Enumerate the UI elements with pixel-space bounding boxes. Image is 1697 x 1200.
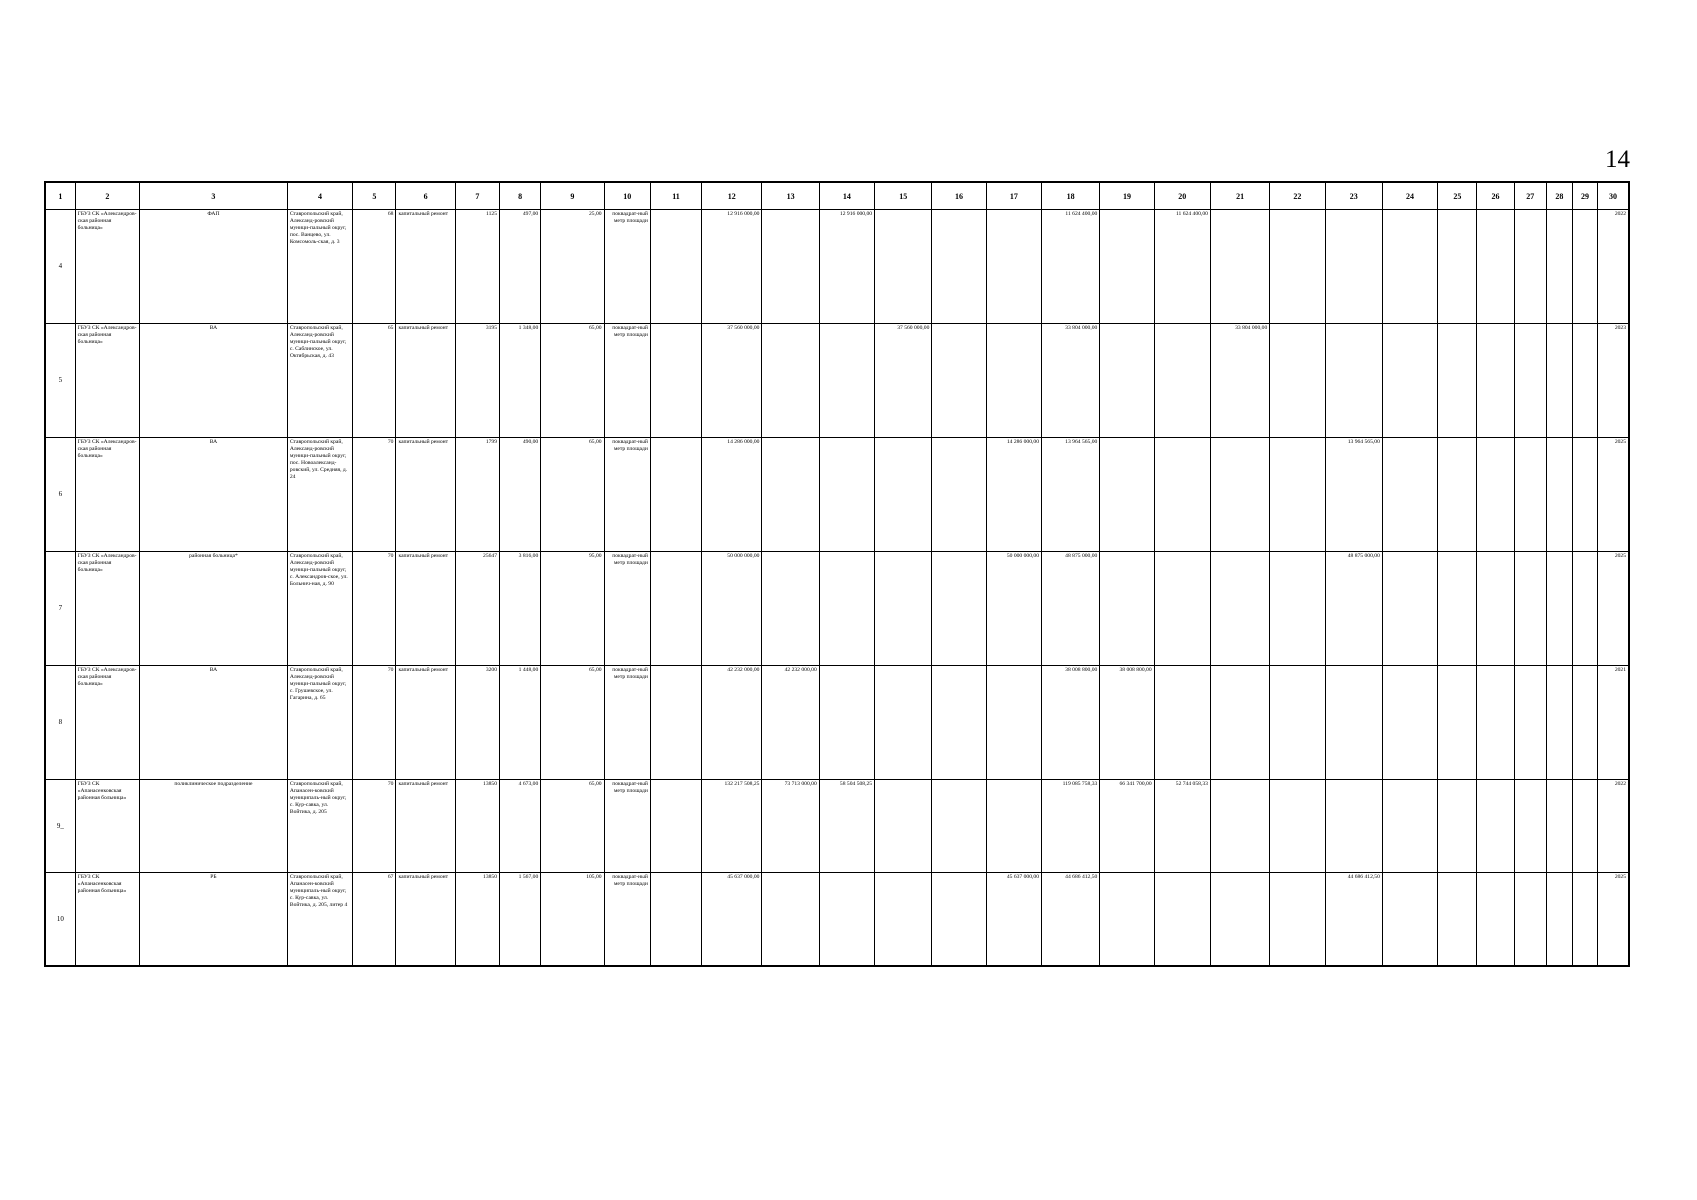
- table-cell-col-10: поквадрат-ный метр площади: [604, 552, 650, 666]
- column-number-29: 29: [1572, 182, 1597, 210]
- table-cell-col-29: [1572, 666, 1597, 780]
- table-cell-col-2: ГБУЗ СК «Александров-ская районная больница»: [75, 324, 139, 438]
- table-cell-col-26: [1477, 873, 1514, 967]
- table-cell-col-11: [650, 873, 701, 967]
- table-cell-col-9: 65,00: [541, 666, 604, 780]
- table-cell-col-8: 3 816,00: [500, 552, 541, 666]
- table-cell-col-22: [1270, 666, 1325, 780]
- table-cell-col-28: [1546, 324, 1572, 438]
- table-cell-col-27: [1514, 552, 1546, 666]
- table-cell-col-8: 1 567,00: [500, 873, 541, 967]
- table-row: [45, 210, 1629, 324]
- table-cell-col-26: [1477, 210, 1514, 324]
- table-cell-col-14: 58 504 508,25: [819, 780, 874, 873]
- table-cell-col-15: [875, 873, 932, 967]
- table-cell-col-2: ГБУЗ СК «Александров-ская районная больница»: [75, 438, 139, 552]
- table-cell-col-15: 37 560 000,00: [875, 324, 932, 438]
- column-number-21: 21: [1210, 182, 1269, 210]
- table-cell-col-19: [1100, 438, 1154, 552]
- table-cell-col-27: [1514, 666, 1546, 780]
- table-cell-col-24: [1382, 552, 1437, 666]
- table-cell-col-20: [1154, 552, 1210, 666]
- table-cell-col-16: [932, 552, 986, 666]
- table-cell-col-17: [986, 324, 1041, 438]
- table-cell-col-21: [1210, 666, 1269, 780]
- table-cell-col-25: [1438, 666, 1477, 780]
- table-cell-col-11: [650, 666, 701, 780]
- table-cell-col-25: [1438, 210, 1477, 324]
- column-number-25: 25: [1438, 182, 1477, 210]
- row-number-cell: 9_: [45, 780, 75, 873]
- table-cell-col-18: 48 875 000,00: [1042, 552, 1100, 666]
- table-cell-col-4: Ставропольский край, Александ-ровский муници-пальный округ, пос. Новоалександ-ровский, ул. Средняя, д. 24: [287, 438, 352, 552]
- table-cell-col-6: капитальный ремонт: [396, 438, 455, 552]
- table-cell-col-22: [1270, 210, 1325, 324]
- table-cell-col-13: 73 713 000,00: [762, 780, 819, 873]
- table-cell-col-16: [932, 438, 986, 552]
- table-cell-col-16: [932, 666, 986, 780]
- column-number-9: 9: [541, 182, 604, 210]
- table-cell-col-16: [932, 780, 986, 873]
- table-cell-col-12: 50 000 000,00: [702, 552, 762, 666]
- table-cell-col-22: [1270, 873, 1325, 967]
- table-cell-col-28: [1546, 552, 1572, 666]
- table-cell-col-26: [1477, 780, 1514, 873]
- table-cell-col-24: [1382, 780, 1437, 873]
- table-cell-col-22: [1270, 552, 1325, 666]
- table-cell-col-28: [1546, 873, 1572, 967]
- table-cell-col-30: 2025: [1598, 873, 1629, 967]
- table-cell-col-18: 33 804 000,00: [1042, 324, 1100, 438]
- column-number-18: 18: [1042, 182, 1100, 210]
- table-cell-col-9: 65,00: [541, 438, 604, 552]
- table-cell-col-30: 2022: [1598, 780, 1629, 873]
- column-number-30: 30: [1598, 182, 1629, 210]
- column-number-24: 24: [1382, 182, 1437, 210]
- table-cell-col-28: [1546, 438, 1572, 552]
- table-cell-col-6: капитальный ремонт: [396, 780, 455, 873]
- table-cell-col-30: 2021: [1598, 666, 1629, 780]
- table-cell-col-24: [1382, 666, 1437, 780]
- table-cell-col-12: 14 286 000,00: [702, 438, 762, 552]
- table-cell-col-20: [1154, 666, 1210, 780]
- table-cell-col-27: [1514, 438, 1546, 552]
- table-cell-col-12: 45 637 000,00: [702, 873, 762, 967]
- table-cell-col-18: 38 008 800,00: [1042, 666, 1100, 780]
- table-cell-col-30: 2022: [1598, 210, 1629, 324]
- table-cell-col-20: 11 624 400,00: [1154, 210, 1210, 324]
- table-cell-col-29: [1572, 780, 1597, 873]
- table-cell-col-30: 2025: [1598, 438, 1629, 552]
- table-cell-col-12: 12 916 000,00: [702, 210, 762, 324]
- column-number-row: [45, 182, 1629, 210]
- table-cell-col-14: [819, 873, 874, 967]
- table-cell-col-25: [1438, 873, 1477, 967]
- table-cell-col-15: [875, 552, 932, 666]
- column-number-28: 28: [1546, 182, 1572, 210]
- table-cell-col-10: поквадрат-ный метр площади: [604, 438, 650, 552]
- row-number-cell: 8: [45, 666, 75, 780]
- page-number: 14: [1605, 146, 1630, 173]
- column-number-20: 20: [1154, 182, 1210, 210]
- table-cell-col-21: [1210, 873, 1269, 967]
- table-cell-col-9: 65,00: [541, 780, 604, 873]
- table-cell-col-15: [875, 210, 932, 324]
- table-cell-col-11: [650, 438, 701, 552]
- table-cell-col-20: 52 744 058,33: [1154, 780, 1210, 873]
- table-cell-col-10: поквадрат-ный метр площади: [604, 780, 650, 873]
- table-cell-col-26: [1477, 666, 1514, 780]
- table-cell-col-14: [819, 438, 874, 552]
- table-cell-col-9: 95,00: [541, 552, 604, 666]
- table-cell-col-8: 1 448,00: [500, 666, 541, 780]
- table-cell-col-26: [1477, 324, 1514, 438]
- table-cell-col-17: [986, 210, 1041, 324]
- table-cell-col-11: [650, 210, 701, 324]
- table-cell-col-22: [1270, 438, 1325, 552]
- table-cell-col-4: Ставропольский край, Апанасен-ковский муниципаль-ный округ, с. Кур-савка, ул. Войтика, д. 205, литер 4: [287, 873, 352, 967]
- table-cell-col-24: [1382, 873, 1437, 967]
- table-cell-col-12: 42 232 000,00: [702, 666, 762, 780]
- table-cell-col-30: 2023: [1598, 324, 1629, 438]
- table-cell-col-21: [1210, 780, 1269, 873]
- column-number-16: 16: [932, 182, 986, 210]
- table-cell-col-5: 70: [353, 552, 396, 666]
- column-number-26: 26: [1477, 182, 1514, 210]
- column-number-8: 8: [500, 182, 541, 210]
- table-cell-col-17: 50 000 000,00: [986, 552, 1041, 666]
- column-number-27: 27: [1514, 182, 1546, 210]
- table-cell-col-21: [1210, 552, 1269, 666]
- table-cell-col-22: [1270, 780, 1325, 873]
- table-cell-col-30: 2025: [1598, 552, 1629, 666]
- column-number-23: 23: [1325, 182, 1382, 210]
- table-cell-col-3: ВА: [140, 438, 288, 552]
- table-cell-col-8: 1 348,00: [500, 324, 541, 438]
- table-cell-col-20: [1154, 873, 1210, 967]
- table-cell-col-19: [1100, 873, 1154, 967]
- table-cell-col-23: 44 686 412,50: [1325, 873, 1382, 967]
- column-number-14: 14: [819, 182, 874, 210]
- table-cell-col-25: [1438, 552, 1477, 666]
- table-cell-col-11: [650, 552, 701, 666]
- table-cell-col-15: [875, 438, 932, 552]
- table-cell-col-17: 45 637 000,00: [986, 873, 1041, 967]
- table-cell-col-6: капитальный ремонт: [396, 210, 455, 324]
- table-cell-col-2: ГБУЗ СК «Александров-ская районная больница»: [75, 210, 139, 324]
- table-cell-col-6: капитальный ремонт: [396, 324, 455, 438]
- table-cell-col-2: ГБУЗ СК «Апанасенковская районная больница»: [75, 873, 139, 967]
- data-table: [44, 181, 1630, 967]
- table-cell-col-23: 48 875 000,00: [1325, 552, 1382, 666]
- table-cell-col-29: [1572, 438, 1597, 552]
- table-cell-col-4: Ставропольский край, Александ-ровский муници-пальный округ, с. Грушевское, ул. Гагарина, д. 65: [287, 666, 352, 780]
- table-cell-col-23: [1325, 210, 1382, 324]
- column-number-1: 1: [45, 182, 75, 210]
- column-number-11: 11: [650, 182, 701, 210]
- table-cell-col-5: 70: [353, 780, 396, 873]
- table-row: [45, 780, 1629, 873]
- table-cell-col-21: 33 804 000,00: [1210, 324, 1269, 438]
- table-cell-col-13: [762, 552, 819, 666]
- table-cell-col-29: [1572, 324, 1597, 438]
- table-cell-col-7: 3195: [455, 324, 499, 438]
- table-cell-col-19: [1100, 552, 1154, 666]
- column-number-12: 12: [702, 182, 762, 210]
- table-cell-col-12: 132 217 508,25: [702, 780, 762, 873]
- table-cell-col-5: 67: [353, 873, 396, 967]
- table-cell-col-8: 4 673,00: [500, 780, 541, 873]
- table-cell-col-16: [932, 873, 986, 967]
- table-cell-col-6: капитальный ремонт: [396, 552, 455, 666]
- table-cell-col-23: [1325, 780, 1382, 873]
- table-cell-col-9: 105,00: [541, 873, 604, 967]
- column-number-15: 15: [875, 182, 932, 210]
- column-number-3: 3: [140, 182, 288, 210]
- table-cell-col-3: поликлиническое подразделение: [140, 780, 288, 873]
- column-number-4: 4: [287, 182, 352, 210]
- table-cell-col-13: [762, 438, 819, 552]
- table-cell-col-18: 13 964 565,00: [1042, 438, 1100, 552]
- table-cell-col-2: ГБУЗ СК «Александров-ская районная больница»: [75, 666, 139, 780]
- row-number-cell: 4: [45, 210, 75, 324]
- table-cell-col-6: капитальный ремонт: [396, 873, 455, 967]
- table-cell-col-15: [875, 666, 932, 780]
- table-cell-col-17: [986, 780, 1041, 873]
- table-cell-col-13: [762, 324, 819, 438]
- table-cell-col-19: 38 008 800,00: [1100, 666, 1154, 780]
- table-cell-col-13: [762, 210, 819, 324]
- row-number-cell: 10: [45, 873, 75, 967]
- table-body: [45, 210, 1629, 967]
- table-cell-col-24: [1382, 438, 1437, 552]
- table-cell-col-7: 1125: [455, 210, 499, 324]
- table-cell-col-10: поквадрат-ный метр площади: [604, 873, 650, 967]
- table-cell-col-29: [1572, 552, 1597, 666]
- table-cell-col-4: Ставропольский край, Александ-ровский муници-пальный округ, с. Саблинское, ул. Октябрьская, д. 43: [287, 324, 352, 438]
- table-cell-col-20: [1154, 324, 1210, 438]
- table-row: [45, 873, 1629, 967]
- table-cell-col-21: [1210, 438, 1269, 552]
- row-number-cell: 5: [45, 324, 75, 438]
- column-number-2: 2: [75, 182, 139, 210]
- table-cell-col-4: Ставропольский край, Александ-ровский муници-пальный округ, с. Александров-ское, ул. Больнич-ная, д. 90: [287, 552, 352, 666]
- table-row: [45, 552, 1629, 666]
- table-cell-col-21: [1210, 210, 1269, 324]
- table-cell-col-18: 44 686 412,50: [1042, 873, 1100, 967]
- table-cell-col-26: [1477, 552, 1514, 666]
- table-cell-col-10: поквадрат-ный метр площади: [604, 324, 650, 438]
- table-cell-col-25: [1438, 438, 1477, 552]
- table-row: [45, 438, 1629, 552]
- row-number-cell: 7: [45, 552, 75, 666]
- table-cell-col-3: ВА: [140, 666, 288, 780]
- column-number-17: 17: [986, 182, 1041, 210]
- table-cell-col-3: районная больница*: [140, 552, 288, 666]
- table-cell-col-14: [819, 552, 874, 666]
- table-cell-col-24: [1382, 324, 1437, 438]
- table-cell-col-4: Ставропольский край, Апанасен-ковский муниципаль-ный округ, с. Кур-савка, ул. Войтика, д. 205: [287, 780, 352, 873]
- column-number-22: 22: [1270, 182, 1325, 210]
- table-cell-col-24: [1382, 210, 1437, 324]
- table-cell-col-29: [1572, 873, 1597, 967]
- table-cell-col-3: РБ: [140, 873, 288, 967]
- table-cell-col-2: ГБУЗ СК «Александров-ская районная больница»: [75, 552, 139, 666]
- table-cell-col-26: [1477, 438, 1514, 552]
- table-row: [45, 666, 1629, 780]
- table-row: [45, 324, 1629, 438]
- table-cell-col-9: 65,00: [541, 324, 604, 438]
- table-cell-col-23: [1325, 666, 1382, 780]
- table-cell-col-13: [762, 873, 819, 967]
- table-cell-col-11: [650, 324, 701, 438]
- table-cell-col-14: 12 916 000,00: [819, 210, 874, 324]
- table-cell-col-19: [1100, 210, 1154, 324]
- table-cell-col-25: [1438, 780, 1477, 873]
- column-number-13: 13: [762, 182, 819, 210]
- table-cell-col-27: [1514, 873, 1546, 967]
- table-cell-col-5: 68: [353, 210, 396, 324]
- table-cell-col-17: 14 286 000,00: [986, 438, 1041, 552]
- table-cell-col-14: [819, 666, 874, 780]
- table-cell-col-4: Ставропольский край, Александ-ровский муници-пальный округ, пос. Ванцево, ул. Комсомоль-ская, д. 3: [287, 210, 352, 324]
- table-cell-col-14: [819, 324, 874, 438]
- table-cell-col-5: 70: [353, 438, 396, 552]
- table-cell-col-6: капитальный ремонт: [396, 666, 455, 780]
- table-cell-col-16: [932, 210, 986, 324]
- table-cell-col-8: 497,00: [500, 210, 541, 324]
- table-cell-col-7: 13850: [455, 780, 499, 873]
- table-cell-col-10: поквадрат-ный метр площади: [604, 666, 650, 780]
- table-cell-col-18: 119 085 758,33: [1042, 780, 1100, 873]
- table-cell-col-16: [932, 324, 986, 438]
- table-cell-col-7: 13850: [455, 873, 499, 967]
- row-number-cell: 6: [45, 438, 75, 552]
- column-number-7: 7: [455, 182, 499, 210]
- table-cell-col-3: ВА: [140, 324, 288, 438]
- table-cell-col-28: [1546, 780, 1572, 873]
- table-cell-col-7: 3200: [455, 666, 499, 780]
- table-cell-col-5: 65: [353, 324, 396, 438]
- table-cell-col-7: 25647: [455, 552, 499, 666]
- table-cell-col-11: [650, 780, 701, 873]
- table-cell-col-18: 11 624 400,00: [1042, 210, 1100, 324]
- table-cell-col-28: [1546, 210, 1572, 324]
- table-cell-col-19: 66 341 700,00: [1100, 780, 1154, 873]
- table-cell-col-28: [1546, 666, 1572, 780]
- table-cell-col-23: 13 964 565,00: [1325, 438, 1382, 552]
- table-cell-col-23: [1325, 324, 1382, 438]
- table-cell-col-17: [986, 666, 1041, 780]
- table-cell-col-27: [1514, 780, 1546, 873]
- column-number-19: 19: [1100, 182, 1154, 210]
- table-cell-col-8: 490,00: [500, 438, 541, 552]
- table-cell-col-19: [1100, 324, 1154, 438]
- table-cell-col-25: [1438, 324, 1477, 438]
- table-cell-col-3: ФАП: [140, 210, 288, 324]
- table-cell-col-9: 25,00: [541, 210, 604, 324]
- table-cell-col-13: 42 232 000,00: [762, 666, 819, 780]
- column-number-10: 10: [604, 182, 650, 210]
- table-cell-col-15: [875, 780, 932, 873]
- table-cell-col-22: [1270, 324, 1325, 438]
- column-number-6: 6: [396, 182, 455, 210]
- table-cell-col-12: 37 560 000,00: [702, 324, 762, 438]
- table-cell-col-27: [1514, 324, 1546, 438]
- table-cell-col-29: [1572, 210, 1597, 324]
- table-cell-col-7: 1799: [455, 438, 499, 552]
- table-cell-col-10: поквадрат-ный метр площади: [604, 210, 650, 324]
- table-cell-col-27: [1514, 210, 1546, 324]
- column-number-5: 5: [353, 182, 396, 210]
- table-cell-col-5: 70: [353, 666, 396, 780]
- table-cell-col-20: [1154, 438, 1210, 552]
- table-cell-col-2: ГБУЗ СК «Апанасенковская районная больница»: [75, 780, 139, 873]
